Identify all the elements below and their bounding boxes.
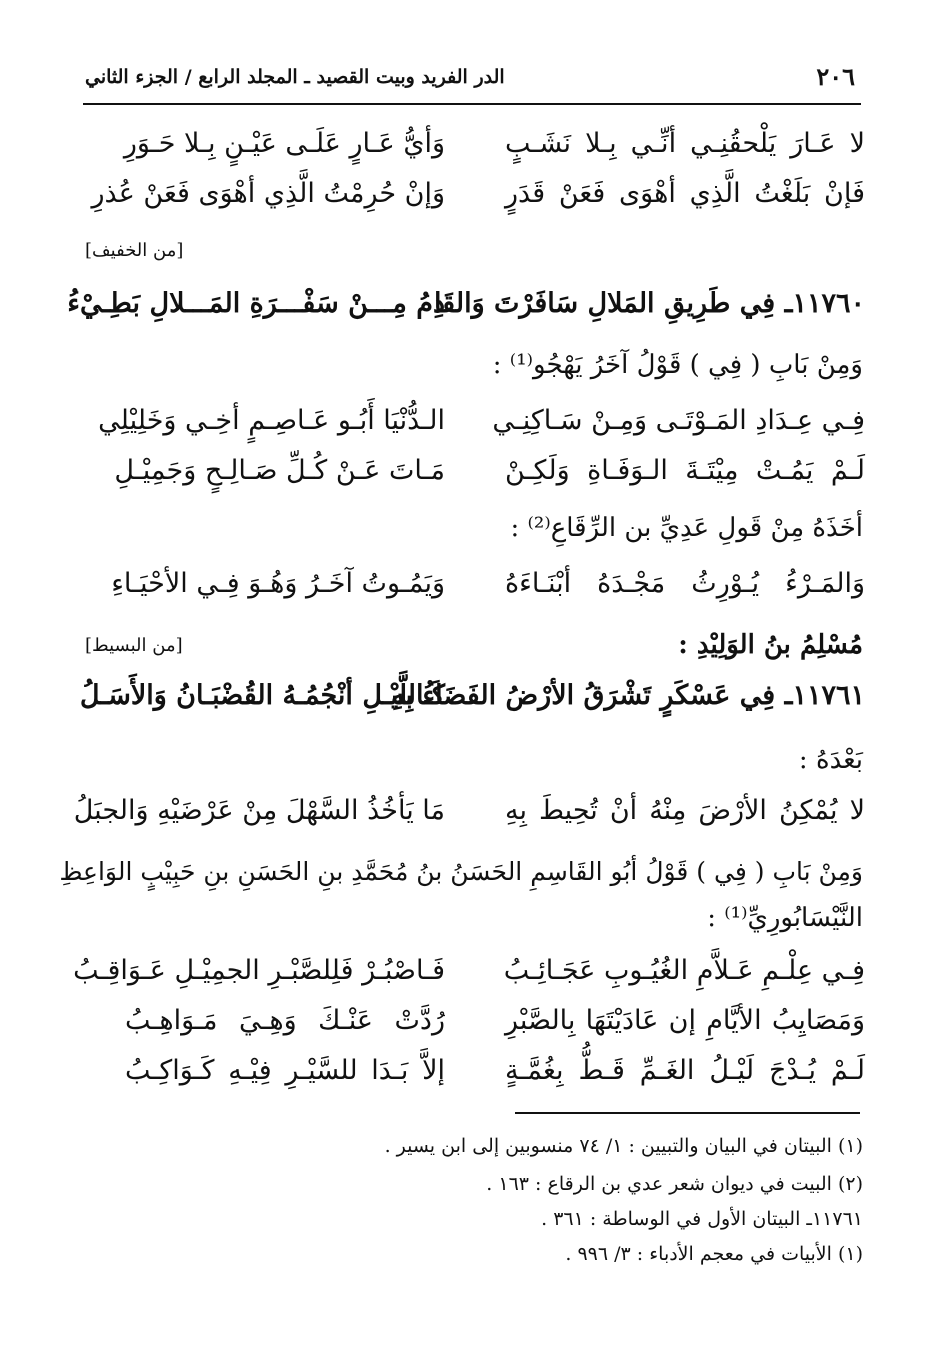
verse-first-hemistich: فِـي عِلْـمِ عَـلاَّمِ الغُيُـوبِ عَجَـائِـبُ <box>503 955 865 986</box>
prose-intro: وَمِنْ بَابِ ( فِي ) قَوْلُ أبُو القَاسِمِ الحَسَنُ بنُ مُحَمَّدِ بنِ الحَسَنِ بنِ حَبِيْبٍ الوَاعِظِ <box>59 857 863 886</box>
prose-intro-continued: النَّيْسَابُورِيِّ⁽¹⁾ : <box>707 903 863 933</box>
verse-first-hemistich: لَـمْ يُـدْجَ لَيْـلُ الغَـمِّ قَـطُّ بِغُمَّـةٍ <box>505 1055 865 1086</box>
header-divider <box>83 103 861 105</box>
page-number: ٢٠٦ <box>816 62 855 91</box>
verse-second-hemistich: مَـاتَ عَـنْ كُـلِّ صَـالِـحٍ وَجَمِيْـلِ <box>114 455 445 486</box>
verse-first-hemistich: فِـي عِـدَادِ المَـوْتَـى وَمِـنْ سَـاكِنِـي <box>492 405 865 436</box>
verse-line <box>85 405 865 455</box>
verse-line <box>85 1055 865 1105</box>
verse-second-hemistich: فَـاصْبُـرْ فَلِلصَّبْـرِ الجمِيْـلِ عَـوَاقِـبُ <box>73 955 445 986</box>
verse-second-hemistich: وَأيُّ عَـارٍ عَلَـى عَيْـنٍ بِـلا حَـوَرِ <box>123 128 445 159</box>
numbered-verse-11761 <box>79 680 865 730</box>
verse-first-hemistich: لَـمْ يَمُـتْ مِيْتَـةَ الـوَفَـاةِ وَلَكِـنْ <box>505 455 865 486</box>
meter-label: [من الخفيف] <box>85 240 184 261</box>
verse-line <box>73 795 865 845</box>
verse-first-hemistich: وَالمَـرْءُ يُـوْرِثُ مَجْـدَهُ أبْنَـاءَهُ <box>505 568 865 599</box>
page-header <box>85 62 855 98</box>
verse-line <box>85 568 865 618</box>
footnote: ١١٧٦١ـ البيتان الأول في الوساطة : ٣٦١ . <box>541 1208 863 1230</box>
verse-second-hemistich: مَا يَأخُذُ السَّهْلَ مِنْ عَرْضَيْهِ وَالجبَلُ <box>73 795 445 826</box>
verse-first-hemistich: ١١٧٦١ـ فِي عَسْكَرٍ تَشْرَقُ الأرْضُ الفَضَاءُ بِهِ <box>391 680 865 711</box>
verse-second-hemistich: رُدَّتْ عَنْـكَ وَهِـيَ مَـوَاهِـبُ <box>125 1005 445 1036</box>
verse-first-hemistich: ١١٧٦٠ـ فِي طَرِيقِ المَلالِ سَافَرْتَ وَالقَا <box>433 288 865 319</box>
footnote: (٢) البيت في ديوان شعر عدي بن الرقاع : ١٦٣ . <box>486 1173 863 1195</box>
verse-line <box>85 128 865 178</box>
numbered-verse-11760 <box>67 288 865 338</box>
verse-second-hemistich: دِمُ مِـــنْ سَفْـــرَةِ المَـــلالِ بَطِـيْءُ <box>67 288 445 319</box>
meter-label: [من البسيط] <box>85 635 183 656</box>
footnote-divider <box>515 1112 860 1114</box>
footnote: (١) البيتان في البيان والتبيين : ١/ ٧٤ منسوبين إلى ابن يسير . <box>384 1135 863 1157</box>
verse-first-hemistich: فَإنْ بَلَغْتُ الَّذِي أهْوَى فَعَنْ قَدَرٍ <box>505 178 865 209</box>
prose-intro: أخَذَهُ مِنْ قَولِ عَدِيِّ بن الرِّقَاعِ⁽²⁾ : <box>510 513 863 543</box>
verse-second-hemistich: إلاَّ بَـدَا للسَّيْـرِ فِيْـهِ كَـوَاكِـبُ <box>125 1055 445 1086</box>
prose-intro: بَعْدَهُ : <box>798 745 863 775</box>
verse-second-hemistich: وَيَمُـوتُ آخَـرُ وَهُـوَ فِـي الأحْيَـاءِ <box>111 568 445 599</box>
verse-first-hemistich: لا يُمْكِنُ الأرْضَ مِنْهُ أنْ تُحِيطَ بِهِ <box>505 795 865 826</box>
verse-second-hemistich: كَـاللَّيْـلِ أنْجُمُـهُ القُضْبَـانُ وَالأَسَـلُ <box>79 680 445 711</box>
footnote: (١) الأبيات في معجم الأدباء : ٣/ ٩٩٦ . <box>565 1243 863 1265</box>
prose-intro: وَمِنْ بَابِ ( فِي ) قَوْلُ آخَرُ يَهْجُو⁽¹⁾ : <box>492 350 863 380</box>
verse-line <box>85 455 865 505</box>
running-title: الدر الفريد وبيت القصيد ـ المجلد الرابع / الجزء الثاني <box>85 66 505 88</box>
verse-first-hemistich: وَمَصَايِبُ الأيَّامِ إن عَادَيْتَهَا بِالصَّبْرِ <box>505 1005 865 1036</box>
verse-line <box>73 955 865 1005</box>
verse-line <box>85 1005 865 1055</box>
verse-second-hemistich: الـدُّنْيَا أَبُـو عَـاصِـمٍ أخِـي وَخَلِيْلِي <box>98 405 445 436</box>
verse-second-hemistich: وَإنْ حُرِمْتُ الَّذِي أهْوَى فَعَنْ عُذرِ <box>91 178 445 209</box>
verse-line <box>85 178 865 228</box>
verse-first-hemistich: لا عَـارَ يَلْحقُنِـي أنِّـي بِـلا نَشَـبٍ <box>505 128 865 159</box>
poet-name: مُسْلِمُ بنُ الوَلِيْدِ : <box>678 630 863 660</box>
